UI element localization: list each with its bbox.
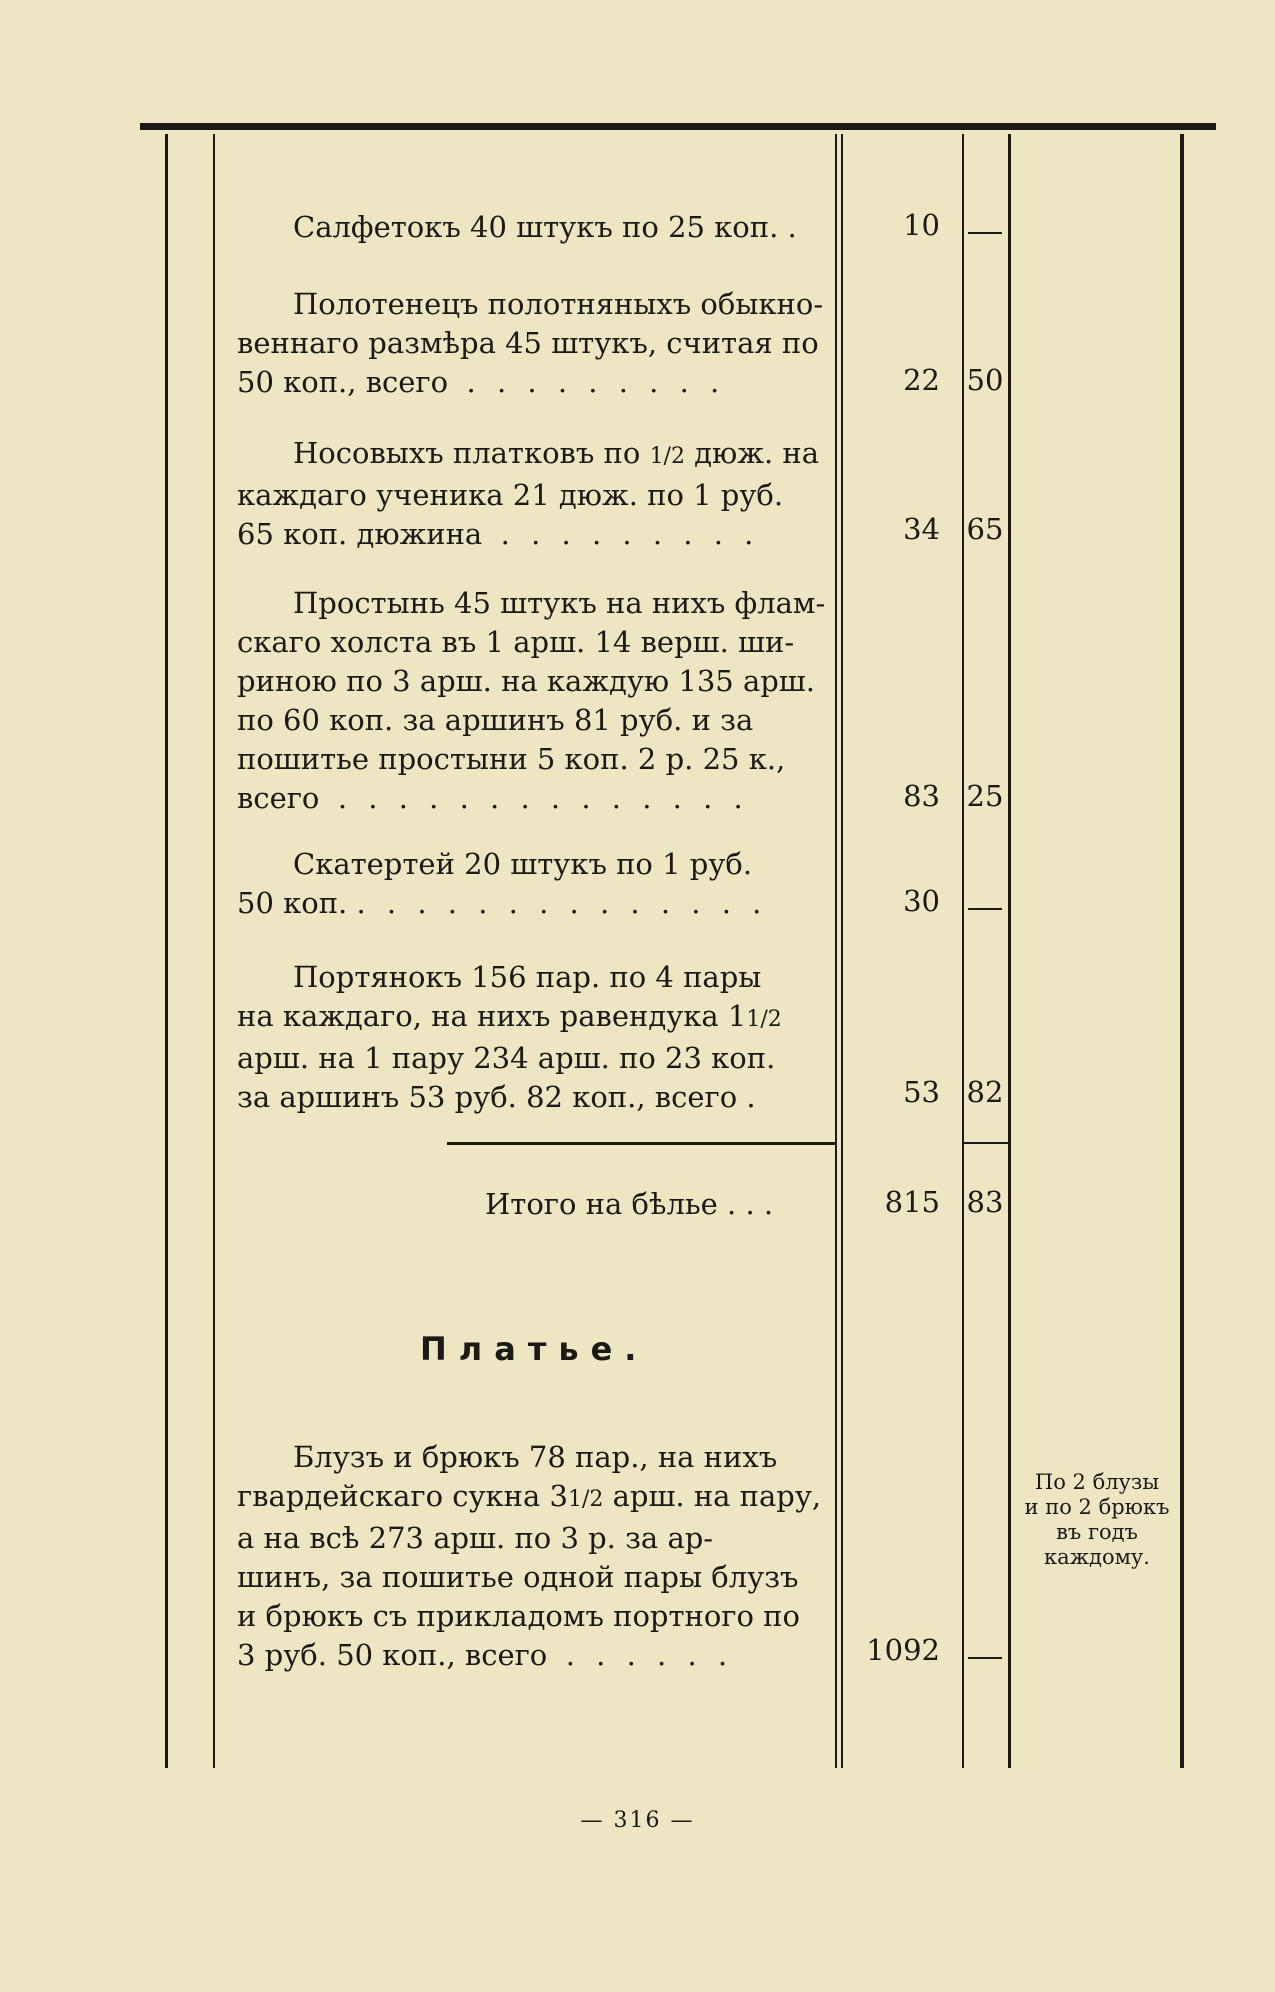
amount-kop: 50 <box>966 363 1004 397</box>
total-rub: 815 <box>884 1185 940 1219</box>
column-rule-kop <box>1008 134 1011 1768</box>
column-rule-text-right-a <box>835 134 837 1768</box>
amount-rub: 53 <box>903 1075 940 1109</box>
item-handkerchiefs <box>237 434 820 554</box>
note-line: По 2 блузы <box>1034 1470 1160 1494</box>
item-text-line: Блузъ и брюкъ 78 пар., на нихъ <box>293 1440 778 1474</box>
amount-rub: 1092 <box>866 1633 940 1667</box>
top-rule <box>140 123 1216 130</box>
leader-dots: . . . . . . . . . . . . . . <box>356 886 768 920</box>
amount-kop-dash <box>965 1639 1005 1673</box>
note-line: и по 2 брюкъ <box>1024 1495 1170 1519</box>
section-heading: Платье. <box>420 1330 649 1368</box>
total-rule <box>447 1142 837 1145</box>
total-kop: 83 <box>966 1185 1004 1219</box>
item-text-line: арш. на 1 пару 234 арш. по 23 коп. <box>237 1041 776 1075</box>
item-text-line: 50 коп., всего <box>237 365 449 399</box>
fraction: 1/2 <box>746 1007 782 1032</box>
item-text-line: всего <box>237 781 320 815</box>
amount-kop: 82 <box>966 1075 1004 1109</box>
amount-rub: 30 <box>903 884 940 918</box>
item-sheets <box>237 584 826 818</box>
item-text-line: а на всѣ 273 арш. по 3 р. за ар- <box>237 1521 714 1555</box>
item-text-line: 50 коп. <box>237 886 348 920</box>
leader-dots: . . . . . . . . . <box>466 365 726 399</box>
column-rule-text-left <box>213 134 215 1768</box>
column-rule-rub <box>962 134 964 1768</box>
item-towels <box>237 285 824 402</box>
item-text-line: риною по 3 арш. на каждую 135 арш. <box>237 664 815 698</box>
item-text-line: на каждаго, на нихъ равендука 1 <box>237 999 747 1033</box>
note-line: въ годъ <box>1056 1520 1138 1544</box>
item-blouses-trousers <box>237 1438 822 1675</box>
fraction: 1/2 <box>567 1487 604 1512</box>
leader-dots: . . . . . . . . . <box>500 517 760 551</box>
leader-dots: . . . . . . . . . . . . . . <box>337 781 749 815</box>
side-note <box>1012 1470 1182 1570</box>
item-text-line: пошитье простыни 5 коп. 2 р. 25 к., <box>237 742 786 776</box>
note-line: каждому. <box>1044 1545 1150 1569</box>
item-text-line: Портянокъ 156 пар. по 4 пары <box>293 960 762 994</box>
total-rule-kop <box>962 1142 1008 1144</box>
item-text-line: по 60 коп. за аршинъ 81 руб. и за <box>237 703 754 737</box>
amount-rub: 83 <box>903 779 940 813</box>
item-text-line: Носовыхъ платковъ по <box>293 436 650 470</box>
amount-kop-dash <box>965 214 1005 248</box>
amount-kop: 65 <box>966 512 1004 546</box>
item-tablecloths <box>237 845 817 923</box>
item-text-line: Простынь 45 штукъ на нихъ флам- <box>293 586 826 620</box>
column-rule-left <box>165 134 168 1768</box>
item-text-line: Салфетокъ 40 штукъ по 25 коп. . <box>293 210 797 244</box>
page-number: — 316 — <box>580 1808 695 1833</box>
item-text-line: и брюкъ съ прикладомъ портного по <box>237 1599 800 1633</box>
total-label: Итого на бѣлье . . . <box>485 1187 774 1221</box>
item-text-line: Скатертей 20 штукъ по 1 руб. <box>293 847 753 881</box>
item-text-line: каждаго ученика 21 дюж. по 1 руб. <box>237 478 784 512</box>
item-text-line: гвардейскаго сукна 3 <box>237 1479 568 1513</box>
total-row <box>485 1185 825 1224</box>
item-text-line: шинъ, за пошитье одной пары блузъ <box>237 1560 799 1594</box>
item-napkins <box>237 208 817 247</box>
item-text-line: 65 коп. дюжина <box>237 517 483 551</box>
item-footcloths <box>237 958 817 1117</box>
item-text-line: арш. на пару, <box>603 1479 822 1513</box>
item-text-line: 3 руб. 50 коп., всего <box>237 1638 548 1672</box>
amount-rub: 10 <box>903 208 940 242</box>
item-text-line: дюж. на <box>684 436 820 470</box>
item-text-line: Полотенецъ полотняныхъ обыкно- <box>293 287 824 321</box>
item-text-line: скаго холста въ 1 арш. 14 верш. ши- <box>237 625 795 659</box>
fraction: 1/2 <box>649 444 685 469</box>
leader-dots: . . . . . . <box>565 1638 734 1672</box>
amount-kop: 25 <box>966 779 1004 813</box>
item-text-line: за аршинъ 53 руб. 82 коп., всего . <box>237 1080 756 1114</box>
amount-rub: 34 <box>903 512 940 546</box>
item-text-line: веннаго размѣра 45 штукъ, считая по <box>237 326 819 360</box>
amount-kop-dash <box>965 890 1005 924</box>
amount-rub: 22 <box>903 363 940 397</box>
